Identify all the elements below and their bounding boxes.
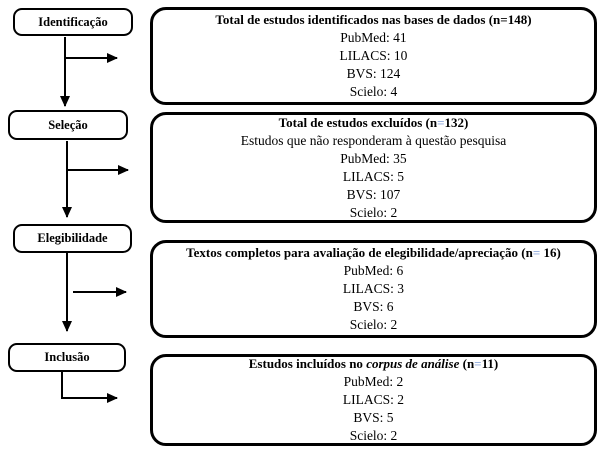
- count-bvs: BVS: 107: [346, 186, 401, 202]
- equals-highlight: =: [532, 245, 544, 260]
- stage-inclusao: [8, 343, 126, 372]
- count-lilacs: LILACS: 10: [339, 48, 408, 63]
- stage-elegibilidade: [13, 224, 132, 253]
- count-pubmed: PubMed: 2: [343, 374, 404, 389]
- stage-label-inclusao: Inclusão: [44, 350, 90, 364]
- box-excluded-title: Total de estudos excluídos (n=132): [278, 114, 469, 130]
- count-bvs: BVS: 124: [346, 66, 401, 81]
- stage-label-identificacao: Identificação: [38, 14, 108, 29]
- box-included-studies: [150, 354, 597, 446]
- stage-label-elegibilidade: Elegibilidade: [37, 231, 108, 245]
- corpus-italic-text: corpus de análise: [366, 356, 460, 371]
- count-scielo: Scielo: 2: [349, 428, 398, 443]
- count-bvs: BVS: 6: [353, 299, 394, 314]
- box-included-title: Estudos incluídos no corpus de análise (n=11): [248, 356, 499, 371]
- equals-highlight: =: [474, 356, 482, 371]
- box-eligibility-title: Textos completos para avaliação de elegibilidade/apreciação (n= 16): [186, 245, 561, 260]
- count-scielo: Scielo: 4: [349, 84, 398, 99]
- count-lilacs: LILACS: 2: [342, 392, 405, 407]
- box-identified-studies: [150, 7, 597, 105]
- count-pubmed: PubMed: 6: [343, 263, 404, 278]
- count-pubmed: PubMed: 41: [340, 30, 407, 45]
- equals-highlight: =: [437, 114, 445, 130]
- count-scielo: Scielo: 2: [349, 204, 398, 220]
- count-scielo: Scielo: 2: [349, 317, 398, 332]
- stage-selecao: [8, 110, 128, 140]
- stage-identificacao: [13, 8, 133, 36]
- box-excluded-studies: [150, 112, 597, 223]
- count-lilacs: LILACS: 3: [342, 281, 405, 296]
- count-pubmed: PubMed: 35: [340, 150, 407, 166]
- count-bvs: BVS: 5: [353, 410, 394, 425]
- box-identified-title: Total de estudos identificados nas bases de dados (n=148): [215, 12, 532, 27]
- box-excluded-subtitle: Estudos que não responderam à questão pesquisa: [240, 132, 507, 148]
- count-lilacs: LILACS: 5: [342, 168, 405, 184]
- stage-label-selecao: Seleção: [48, 117, 88, 132]
- arrow-inclusao-to-box-included: [62, 372, 117, 398]
- box-eligibility-fulltext: [150, 240, 597, 338]
